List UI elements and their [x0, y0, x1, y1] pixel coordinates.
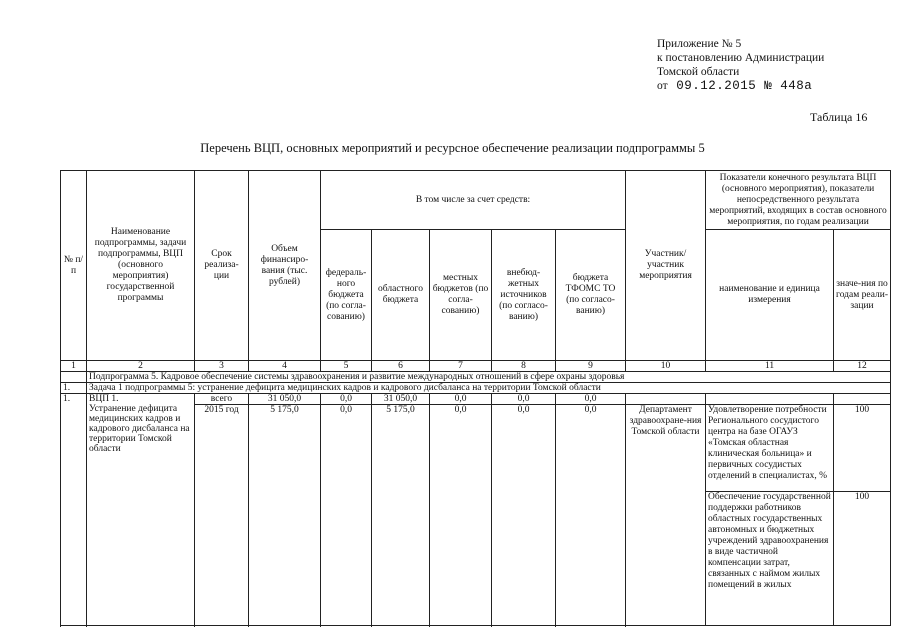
- col-number: 5: [321, 361, 372, 372]
- indicator-value: 100: [834, 405, 891, 492]
- total-regional: 31 050,0: [372, 394, 430, 405]
- year-volume: 5 175,0: [249, 405, 321, 626]
- year-term: 2015 год: [195, 405, 249, 626]
- col-number: 3: [195, 361, 249, 372]
- vcp-name-text: Устранение дефицита медицинских кадров и кадрового дисбаланса на территории Томской области: [89, 404, 190, 454]
- vcp-name-title: ВЦП 1.: [89, 394, 119, 404]
- year-federal: 0,0: [321, 405, 372, 626]
- header-term: Срок реализа-ции: [195, 171, 249, 361]
- task-num: 1.: [61, 383, 87, 394]
- resource-table: [60, 170, 891, 626]
- header-indicators: Показатели конечного результата ВЦП (основного мероприятия), показатели непосредственного результата мероприятий, входящих в состав основного мероприятия, по годам реализации: [706, 171, 891, 230]
- year-tfoms: 0,0: [556, 405, 626, 626]
- header-volume: Объем финансиро-вания (тыс. рублей): [249, 171, 321, 361]
- col-number: 6: [372, 361, 430, 372]
- header-including: В том числе за счет средств:: [321, 171, 626, 230]
- col-number: 9: [556, 361, 626, 372]
- header-extrabudget: внебюд-жетных источников (по согласо-ванию): [492, 230, 556, 361]
- year-extra: 0,0: [492, 405, 556, 626]
- header-name: Наименование подпрограммы, задачи подпрограммы, ВЦП (основного мероприятия) государственной программы: [87, 171, 195, 361]
- task-row: [61, 383, 891, 394]
- date-prefix: от: [657, 80, 668, 92]
- header-federal: федераль-ного бюджета (по согла-сованию): [321, 230, 372, 361]
- header-ind-values: значе-ния по годам реали-зации: [834, 230, 891, 361]
- col-number: 2: [87, 361, 195, 372]
- total-local: 0,0: [430, 394, 492, 405]
- task-text: Задача 1 подпрограммы 5: устранение дефицита медицинских кадров и кадрового дисбаланса на территории Томской области: [87, 383, 891, 394]
- year-regional: 5 175,0: [372, 405, 430, 626]
- appendix-line-1: Приложение № 5: [657, 38, 742, 50]
- indicator-name: Удовлетворение потребности Регионального сосудистого центра на базе ОГАУЗ «Томская областная клиническая больница» и первичных сосудистых отделений в специалистах, %: [706, 405, 834, 492]
- header-participant: Участник/ участник мероприятия: [626, 171, 706, 361]
- vcp-total-row: [61, 394, 891, 405]
- total-volume: 31 050,0: [249, 394, 321, 405]
- header-num: № п/п: [61, 171, 87, 361]
- appendix-block: [657, 37, 824, 93]
- header-local: местных бюджетов (по согла-сованию): [430, 230, 492, 361]
- date-value: 09.12.2015 № 448а: [676, 79, 813, 93]
- participant: Департамент здравоохране-ния Томской области: [626, 405, 706, 626]
- table-number: Таблица 16: [810, 110, 868, 124]
- col-number: 1: [61, 361, 87, 372]
- col-number: 10: [626, 361, 706, 372]
- indicator-value: 100: [834, 492, 891, 626]
- appendix-line-2: к постановлению Администрации: [657, 52, 825, 64]
- col-number: 8: [492, 361, 556, 372]
- indicator-name: Обеспечение государственной поддержки работников областных государственных автономных и бюджетных учреждений здравоохранения в виде частичной компенсации затрат, связанных с наймом жилых помещений в жилых: [706, 492, 834, 626]
- total-tfoms: 0,0: [556, 394, 626, 405]
- subprogram-text: Подпрограмма 5. Кадровое обеспечение системы здравоохранения и развитие международных отношений в сфере охраны здоровья: [87, 372, 891, 383]
- vcp-num: 1.: [61, 394, 87, 626]
- header-ind-name: наименование и единица измерения: [706, 230, 834, 361]
- header-regional: областного бюджета: [372, 230, 430, 361]
- total-federal: 0,0: [321, 394, 372, 405]
- total-extra: 0,0: [492, 394, 556, 405]
- col-number: 4: [249, 361, 321, 372]
- appendix-line-3: Томской области: [657, 66, 740, 78]
- column-numbers-row: [61, 361, 891, 372]
- appendix-date: [657, 79, 824, 93]
- subprogram-row: [61, 372, 891, 383]
- col-number: 11: [706, 361, 834, 372]
- document-title: Перечень ВЦП, основных мероприятий и ресурсное обеспечение реализации подпрограммы 5: [200, 141, 705, 155]
- total-term: всего: [195, 394, 249, 405]
- year-local: 0,0: [430, 405, 492, 626]
- col-number: 12: [834, 361, 891, 372]
- col-number: 7: [430, 361, 492, 372]
- header-tfoms: бюджета ТФОМС ТО (по согласо-ванию): [556, 230, 626, 361]
- vcp-name: [87, 394, 195, 626]
